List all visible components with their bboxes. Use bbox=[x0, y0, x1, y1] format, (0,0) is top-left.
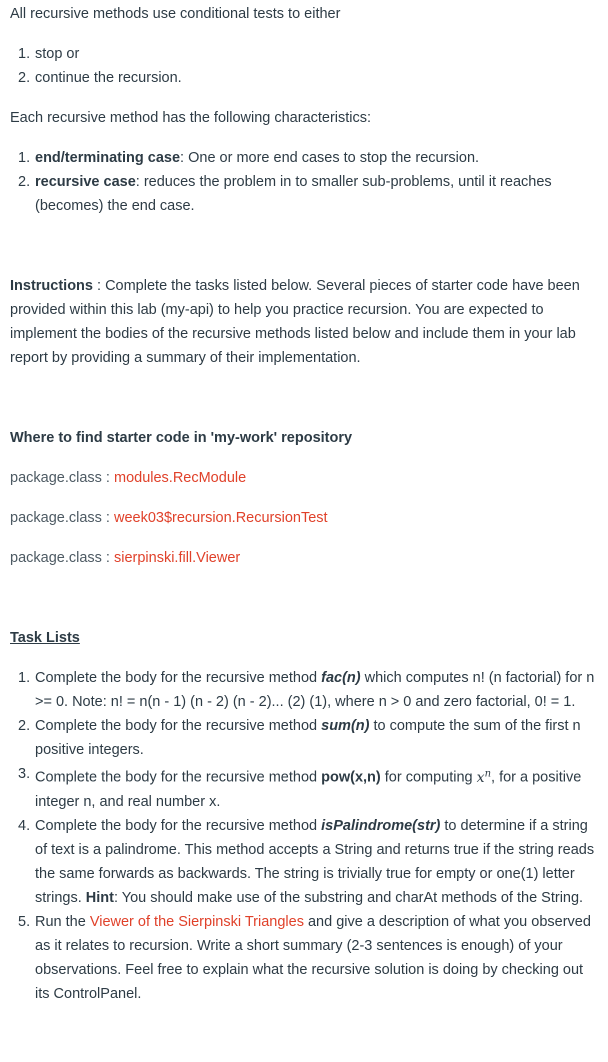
task-item: 1. Complete the body for the recursive method fac(n) which computes n! (n factorial) for n >= 0. Note: n! = n(n - 1) (n - 2) (n - 2)... (2) (1), where n > 0 and zero factorial, 0! = 1. bbox=[18, 670, 595, 710]
list-item: 1. end/terminating case: One or more end cases to stop the recursion. bbox=[18, 150, 480, 166]
starter-item: package.class : week03$recursion.RecursionTest bbox=[10, 510, 328, 526]
characteristics-text: Each recursive method has the following characteristics: bbox=[10, 110, 372, 126]
intro-text: All recursive methods use conditional tests to either bbox=[10, 6, 341, 22]
list-item: 2. continue the recursion. bbox=[18, 70, 182, 86]
tasks-heading: Task Lists bbox=[10, 630, 80, 646]
task-list bbox=[10, 666, 595, 1006]
instructions-paragraph: Instructions : Complete the tasks listed below. Several pieces of starter code have been provided within this lab (my-api) to help you practice recursion. You are expected to implement the bodies of the recursive methods listed below and include them in your lab report by providing a summary of their implementation. bbox=[10, 278, 580, 366]
task-item: 3. Complete the body for the recursive method pow(x,n) for computing $x^n$, for a positive integer n, and real number x. bbox=[18, 766, 582, 810]
instructions-label: Instructions bbox=[10, 278, 93, 294]
starter-heading: Where to find starter code in 'my-work' repository bbox=[10, 430, 353, 446]
starter-class-link[interactable]: week03$recursion.RecursionTest bbox=[113, 510, 328, 526]
sierpinski-viewer-link[interactable]: Viewer of the Sierpinski Triangles bbox=[89, 913, 304, 930]
task-item: 2. Complete the body for the recursive method sum(n) to compute the sum of the first n positive integers. bbox=[18, 718, 581, 758]
task-item: 5. Run the Viewer of the Sierpinski Triangles and give a description of what you observed as it relates to recursion. Write a short summary (2-3 sentences is enough) of your observations. Feel free to explain what the recursive solution is doing by checking out its ControlPanel. bbox=[18, 913, 591, 1002]
task-item: 4. Complete the body for the recursive method isPalindrome(str) to determine if a string of text is a palindrome. This method accepts a String and returns true if the string reads the same forwards as backwards. The string is trivially true for empty or one(1) letter strings. Hint: You should make use of the substring and charAt methods of the String. bbox=[18, 817, 595, 906]
intro-list bbox=[10, 42, 595, 90]
starter-class-link[interactable]: sierpinski.fill.Viewer bbox=[113, 550, 241, 566]
starter-item: package.class : modules.RecModule bbox=[10, 470, 247, 486]
starter-class-link[interactable]: modules.RecModule bbox=[113, 470, 247, 486]
list-item: 1. stop or bbox=[18, 46, 80, 62]
list-item: 2. recursive case: reduces the problem in to smaller sub-problems, until it reaches (becomes) the end case. bbox=[18, 174, 552, 214]
starter-item: package.class : sierpinski.fill.Viewer bbox=[10, 550, 241, 566]
math-expression: $x^n$ bbox=[476, 768, 492, 786]
characteristics-list bbox=[10, 146, 595, 218]
